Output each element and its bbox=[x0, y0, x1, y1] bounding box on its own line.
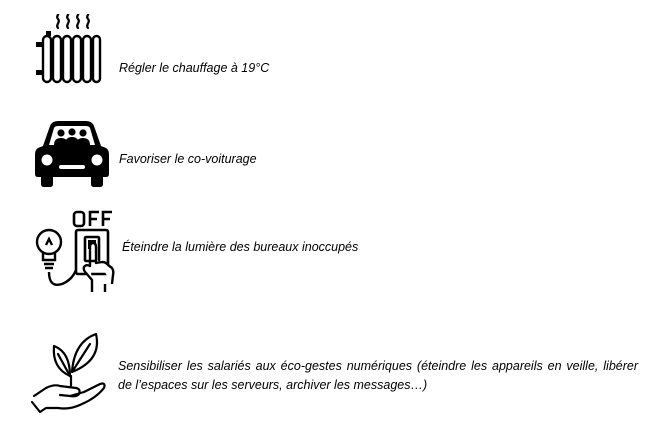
item-label: Sensibiliser les salariés aux éco-gestes numériques (éteindre les appareils en veille, libérer de l’espaces sur les serveurs, archiver les messages…) bbox=[118, 359, 638, 392]
list-item-digital-eco bbox=[0, 328, 658, 416]
item-label: Régler le chauffage à 19°C bbox=[119, 61, 270, 75]
car-carpool-icon bbox=[34, 118, 110, 190]
radiator-icon bbox=[34, 14, 102, 86]
list-item-carpool bbox=[0, 118, 658, 190]
item-label: Éteindre la lumière des bureaux inoccupés bbox=[122, 240, 359, 254]
item-label: Favoriser le co-voiturage bbox=[119, 152, 257, 166]
list-item-lights bbox=[0, 208, 658, 294]
light-off-switch-icon bbox=[32, 208, 118, 294]
list-item-heating bbox=[0, 14, 658, 86]
hand-plant-icon bbox=[30, 328, 108, 416]
